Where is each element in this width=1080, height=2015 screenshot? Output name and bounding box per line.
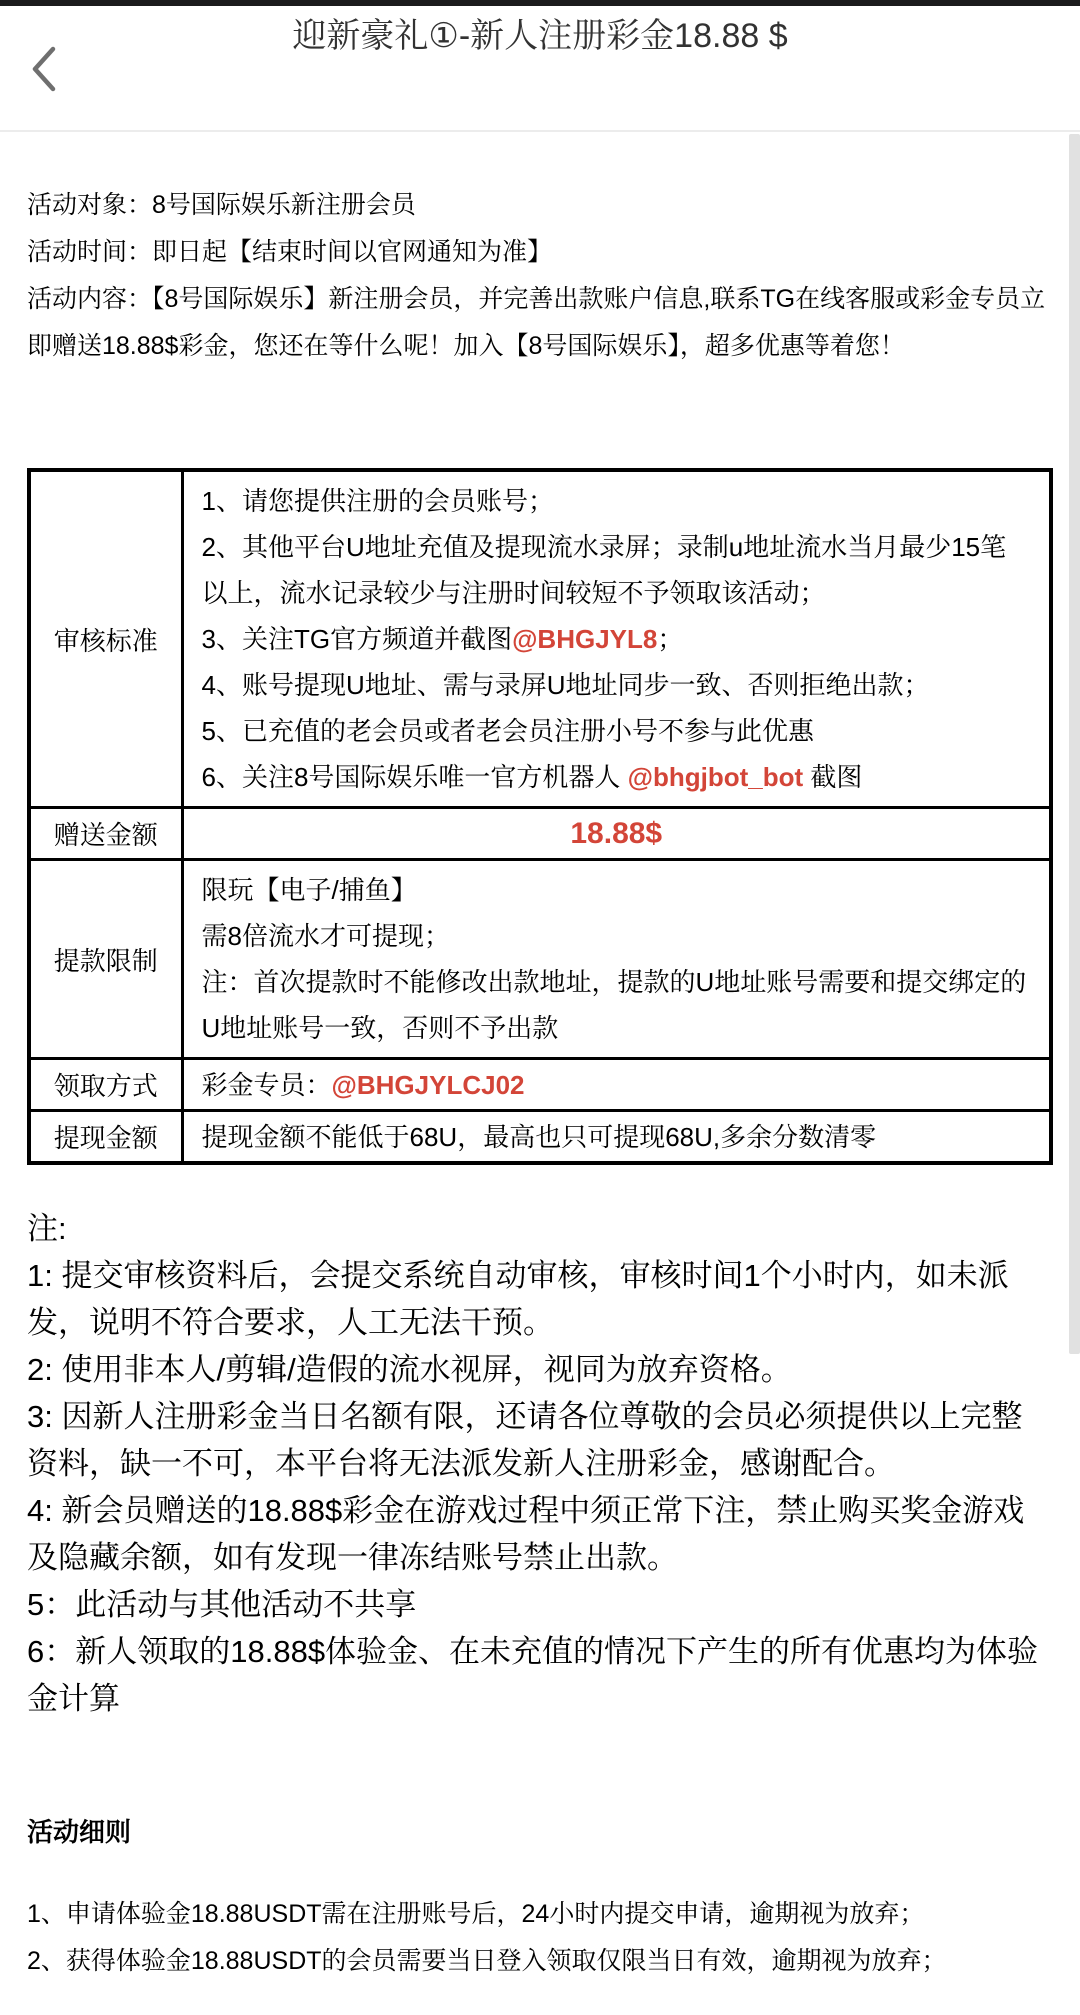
audit-items	[182, 470, 1051, 808]
activity-audience: 活动对象：8号国际娱乐新注册会员	[27, 191, 416, 219]
note-item: 6：新人领取的18.88$体验金、在未充值的情况下产生的所有优惠均为体验金计算	[27, 1634, 1039, 1716]
telegram-handle-link[interactable]: @BHGJYL8	[512, 624, 658, 654]
note-item: 4: 新会员赠送的18.88$彩金在游戏过程中须正常下注，禁止购买奖金游戏及隐藏余额，如有发现一律冻结账号禁止出款。	[27, 1493, 1025, 1575]
activity-content: 活动内容：【8号国际娱乐】新注册会员，并完善出款账户信息,联系TG在线客服或彩金专员立即赠送18.88$彩金，您还在等什么呢！加入【8号国际娱乐】，超多优惠等着您！	[27, 285, 1046, 360]
back-button[interactable]	[20, 40, 70, 100]
page-header	[0, 6, 1080, 132]
claim-method-cell	[182, 1059, 1051, 1111]
withdraw-limit-line: 需8倍流水才可提现；	[201, 921, 450, 951]
table-row-withdraw-limit	[29, 860, 1051, 1059]
bonus-amount: 18.88$	[570, 816, 663, 850]
scrollbar-thumb[interactable]	[1069, 134, 1080, 1354]
bonus-label: 赠送金额	[29, 808, 182, 860]
audit-item: 4、账号提现U地址、需与录屏U地址同步一致、否则拒绝出款；	[201, 670, 930, 700]
withdraw-limit-lines	[182, 860, 1051, 1059]
table-row-claim-method	[29, 1059, 1051, 1111]
bonus-amount-cell	[182, 808, 1051, 860]
telegram-bot-handle-link[interactable]: @bhgjbot_bot	[627, 762, 804, 792]
table-row-withdraw-amount	[29, 1111, 1051, 1164]
table-row-bonus	[29, 808, 1051, 860]
withdraw-limit-line: 注：首次提款时不能修改出款地址，提款的U地址账号需要和提交绑定的U地址账号一致，否则不予出款	[201, 967, 1027, 1043]
table-row-audit	[29, 470, 1051, 808]
rules-section	[27, 1891, 1053, 1985]
note-item: 1: 提交审核资料后，会提交系统自动审核，审核时间1个小时内，如未派发，说明不符合要求，人工无法干预。	[27, 1258, 1009, 1340]
promo-content	[0, 132, 1080, 1985]
page-title: 迎新豪礼①-新人注册彩金18.88 $	[292, 17, 788, 55]
promo-info-table	[27, 468, 1053, 1165]
audit-item: 5、已充值的老会员或者老会员注册小号不参与此优惠	[201, 716, 814, 746]
audit-item: 2、其他平台U地址充值及提现流水录屏；录制u地址流水当月最少15笔以上，流水记录较少与注册时间较短不予领取该活动；	[201, 532, 1007, 608]
audit-item: 6、关注8号国际娱乐唯一官方机器人 @bhgjbot_bot 截图	[201, 762, 863, 792]
note-item: 3: 因新人注册彩金当日名额有限，还请各位尊敬的会员必须提供以上完整资料，缺一不可，本平台将无法派发新人注册彩金，感谢配合。	[27, 1399, 1023, 1481]
audit-item: 1、请您提供注册的会员账号；	[201, 486, 554, 516]
notes-heading: 注:	[27, 1211, 67, 1246]
rule-item: 1、申请体验金18.88USDT需在注册账号后，24小时内提交申请，逾期视为放弃；	[27, 1900, 925, 1928]
withdraw-amount-cell: 提现金额不能低于68U，最高也只可提现68U,多余分数清零	[182, 1111, 1051, 1164]
claim-method-label: 领取方式	[29, 1059, 182, 1111]
chevron-left-icon	[23, 85, 67, 100]
withdraw-limit-line: 限玩【电子/捕鱼】	[201, 875, 417, 905]
withdraw-limit-label: 提款限制	[29, 860, 182, 1059]
rules-heading: 活动细则	[27, 1817, 132, 1847]
activity-intro	[27, 132, 1053, 370]
notes-section	[27, 1205, 1053, 1722]
note-item: 2: 使用非本人/剪辑/造假的流水视屏，视同为放弃资格。	[27, 1352, 792, 1387]
withdraw-amount-label: 提现金额	[29, 1111, 182, 1164]
audit-item: 3、关注TG官方频道并截图@BHGJYL8；	[201, 624, 684, 654]
claim-method-prefix: 彩金专员：	[201, 1069, 332, 1100]
activity-time: 活动时间：即日起【结束时间以官网通知为准】	[27, 238, 553, 266]
audit-label: 审核标准	[29, 470, 182, 808]
note-item: 5：此活动与其他活动不共享	[27, 1587, 417, 1622]
claim-specialist-handle-link[interactable]: @BHGJYLCJ02	[331, 1069, 525, 1100]
rule-item: 2、获得体验金18.88USDT的会员需要当日登入领取仅限当日有效，逾期视为放弃；	[27, 1947, 947, 1975]
